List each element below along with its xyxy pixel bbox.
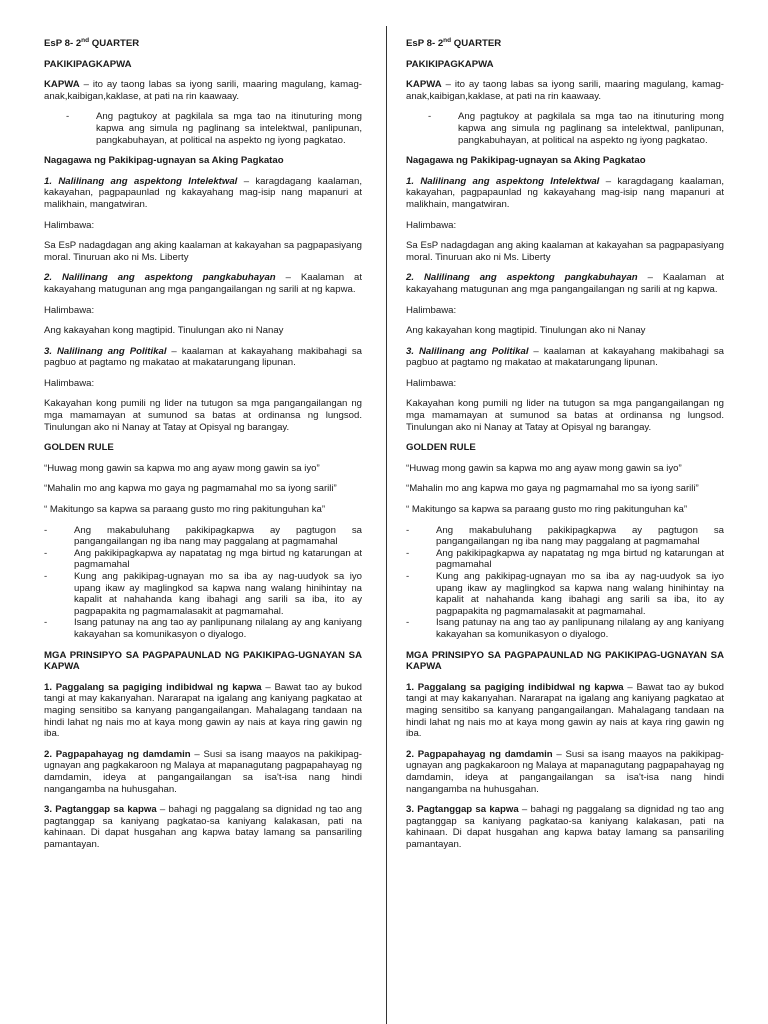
aspect-item: 1. Nalilinang ang aspektong Intelektwal – karagdagang kaalaman, kakayahan, pagpapaunlad ng kakayahang mag-isip nang mapanuri at malikhain, mangatwiran.: [44, 175, 363, 210]
example-text: Sa EsP nadagdagan ang aking kaalaman at kakayahan sa pagpapasiyang moral. Tinuruan ako ni Ms. Liberty: [406, 240, 724, 263]
list-item: - Kung ang pakikipag-ugnayan mo sa iba ay nag-uudyok sa iyo upang ikaw ay maglingkod sa kapwa nang walang hinihintay na kapalit at nahahanda kang ibahagi ang sarili sa iba, ito ay pagpapakita ng pagmamalasakit at pagmamahal.: [406, 571, 724, 617]
golden-rule-heading: GOLDEN RULE: [44, 442, 114, 454]
example-text: Sa EsP nadagdagan ang aking kaalaman at kakayahan sa pagpapasiyang moral. Tinuruan ako ni Ms. Liberty: [44, 240, 362, 263]
example-text: Kakayahan kong pumili ng lider na tutugon sa mga pangangailangan ng mga mamamayan at sumunod sa batas at ordinansa ng lungsod. Tinulungan ako ni Nanay at Tatay at Opisyal ng barangay.: [44, 398, 362, 433]
principles-heading: MGA PRINSIPYO SA PAGPAPAUNLAD NG PAKIKIPAG-UGNAYAN SA KAPWA: [406, 649, 724, 673]
list-item: - Ang makabuluhang pakikipagkapwa ay pagtugon sa pangangailangan ng iba nang may paggalang at pagmamahal: [44, 525, 362, 548]
list-item: - Ang makabuluhang pakikipagkapwa ay pagtugon sa pangangailangan ng iba nang may paggalang at pagmamahal: [406, 525, 724, 548]
golden-rule-bullets: [406, 525, 724, 641]
quote: “Huwag mong gawin sa kapwa mo ang ayaw mong gawin sa iyo”: [406, 462, 682, 474]
aspect-item: 2. Nalilinang ang aspektong pangkabuhayan – Kaalaman at kakayahang matugunan ang mga pangangailangan ng sarili at ng kapwa.: [44, 272, 362, 295]
example-label: Halimbawa:: [44, 304, 95, 316]
column-divider: [386, 26, 387, 1024]
principles-heading: MGA PRINSIPYO SA PAGPAPAUNLAD NG PAKIKIPAG-UGNAYAN SA KAPWA: [44, 649, 362, 673]
list-item: - Isang patunay na ang tao ay panlipunang nilalang ay ang kaniyang kakayahan sa komunikasyon o diyalogo.: [44, 617, 362, 640]
principle-item: 2. Pagpapahayag ng damdamin – Susi sa isang maayos na pakikipag-ugnayan ang pagkakaroon ng Malaya at mapanagutang pagpapahayag ng damdamin, ideya at pangangailangan sa isa't-isa nang hindi nangangamba na huhusgahan.: [406, 748, 724, 795]
topic-heading: PAKIKIPAGKAPWA: [44, 58, 132, 70]
quote: “Huwag mong gawin sa kapwa mo ang ayaw mong gawin sa iyo”: [44, 462, 320, 474]
section-heading: Nagagawa ng Pakikipag-ugnayan sa Aking Pagkatao: [406, 155, 646, 167]
document-title: EsP 8- 2nd QUARTER: [406, 36, 502, 49]
list-item: - Ang pagtukoy at pagkilala sa mga tao na itinuturing mong kapwa ang simula ng paglinang sa intelektwal, panlipunan, pangkabuhayan, at political na aspekto ng iyong pagkatao.: [66, 111, 362, 146]
example-label: Halimbawa:: [406, 219, 457, 231]
list-item: - Ang pakikipagkapwa ay napatatag ng mga birtud ng katarungan at pagmamahal: [44, 548, 362, 571]
list-item: - Isang patunay na ang tao ay panlipunang nilalang ay ang kaniyang kakayahan sa komunikasyon o diyalogo.: [406, 617, 724, 640]
quote: “Mahalin mo ang kapwa mo gaya ng pagmamahal mo sa iyong sarili”: [44, 483, 337, 495]
kapwa-bullets: [44, 111, 362, 146]
topic-heading: PAKIKIPAGKAPWA: [406, 58, 494, 70]
example-text: Kakayahan kong pumili ng lider na tutugon sa mga pangangailangan ng mga mamamayan at sumunod sa batas at ordinansa ng lungsod. Tinulungan ako ni Nanay at Tatay at Opisyal ng barangay.: [406, 398, 724, 433]
right-column: [406, 38, 724, 859]
golden-rule-heading: GOLDEN RULE: [406, 442, 476, 454]
example-label: Halimbawa:: [406, 304, 457, 316]
principle-item: 1. Paggalang sa pagiging indibidwal ng kapwa – Bawat tao ay bukod tangi at may kakanyahan. Nararapat na igalang ang kaniyang pagkatao at maging sensitibo sa kanyang pangangailangan. Mahalagang tandaan na hindi lahat ng nais mo at kaya mong gawin ay nais at kaya ring gawin ng iba.: [406, 681, 724, 740]
document-title: EsP 8- 2nd QUARTER: [44, 36, 140, 49]
aspect-item: 1. Nalilinang ang aspektong Intelektwal – karagdagang kaalaman, kakayahan, pagpapaunlad ng kakayahang mag-isip nang mapanuri at malikhain, mangatwiran.: [406, 175, 725, 210]
quote: “Mahalin mo ang kapwa mo gaya ng pagmamahal mo sa iyong sarili”: [406, 483, 699, 495]
aspect-item: 3. Nalilinang ang Politikal – kaalaman at kakayahang makibahagi sa pagbuo at pagtamo ng makatao at makatarungang lipunan.: [44, 345, 362, 369]
golden-rule-bullets: [44, 525, 362, 641]
list-item: - Kung ang pakikipag-ugnayan mo sa iba ay nag-uudyok sa iyo upang ikaw ay maglingkod sa kapwa nang walang hinihintay na kapalit at nahahanda kang ibahagi ang sarili sa iba, ito ay pagpapakita ng pagmamalasakit at pagmamahal.: [44, 571, 362, 617]
aspect-item: 3. Nalilinang ang Politikal – kaalaman at kakayahang makibahagi sa pagbuo at pagtamo ng makatao at makatarungang lipunan.: [406, 345, 724, 369]
principle-item: 3. Pagtanggap sa kapwa – bahagi ng paggalang sa dignidad ng tao ang pagtanggap sa kaniyang pagkatao-sa kaniyang kalakasan, pati na kahinaan. Di dapat husgahan ang kapwa batay lamang sa pansariling pamantayan.: [406, 804, 725, 850]
list-item: - Ang pagtukoy at pagkilala sa mga tao na itinuturing mong kapwa ang simula ng paglinang sa intelektwal, panlipunan, pangkabuhayan, at political na aspekto ng iyong pagkatao.: [428, 111, 724, 146]
quote: “ Makitungo sa kapwa sa paraang gusto mo ring pakitunguhan ka”: [44, 504, 326, 516]
example-label: Halimbawa:: [44, 377, 95, 389]
section-heading: Nagagawa ng Pakikipag-ugnayan sa Aking Pagkatao: [44, 155, 284, 167]
quote: “ Makitungo sa kapwa sa paraang gusto mo ring pakitunguhan ka”: [406, 504, 688, 516]
example-label: Halimbawa:: [44, 219, 95, 231]
kapwa-definition: KAPWA – ito ay taong labas sa iyong sarili, maaring magulang, kamag-anak,kaibigan,kaklase, at pati na rin kaawaay.: [406, 79, 724, 102]
aspect-item: 2. Nalilinang ang aspektong pangkabuhayan – Kaalaman at kakayahang matugunan ang mga pangangailangan ng sarili at ng kapwa.: [406, 272, 724, 295]
kapwa-bullets: [406, 111, 724, 146]
list-item: - Ang pakikipagkapwa ay napatatag ng mga birtud ng katarungan at pagmamahal: [406, 548, 724, 571]
principle-item: 3. Pagtanggap sa kapwa – bahagi ng paggalang sa dignidad ng tao ang pagtanggap sa kaniyang pagkatao-sa kaniyang kalakasan, pati na kahinaan. Di dapat husgahan ang kapwa batay lamang sa pansariling pamantayan.: [44, 804, 363, 850]
left-column: [44, 38, 362, 859]
principle-item: 2. Pagpapahayag ng damdamin – Susi sa isang maayos na pakikipag-ugnayan ang pagkakaroon ng Malaya at mapanagutang pagpapahayag ng damdamin, ideya at pangangailangan sa isa't-isa nang hindi nangangamba na huhusgahan.: [44, 748, 362, 795]
example-text: Ang kakayahan kong magtipid. Tinulungan ako ni Nanay: [406, 325, 646, 337]
kapwa-definition: KAPWA – ito ay taong labas sa iyong sarili, maaring magulang, kamag-anak,kaibigan,kaklase, at pati na rin kaawaay.: [44, 79, 362, 102]
principle-item: 1. Paggalang sa pagiging indibidwal ng kapwa – Bawat tao ay bukod tangi at may kakanyahan. Nararapat na igalang ang kaniyang pagkatao at maging sensitibo sa kanyang pangangailangan. Mahalagang tandaan na hindi lahat ng nais mo at kaya mong gawin ay nais at kaya ring gawin ng iba.: [44, 681, 362, 740]
example-label: Halimbawa:: [406, 377, 457, 389]
example-text: Ang kakayahan kong magtipid. Tinulungan ako ni Nanay: [44, 325, 284, 337]
